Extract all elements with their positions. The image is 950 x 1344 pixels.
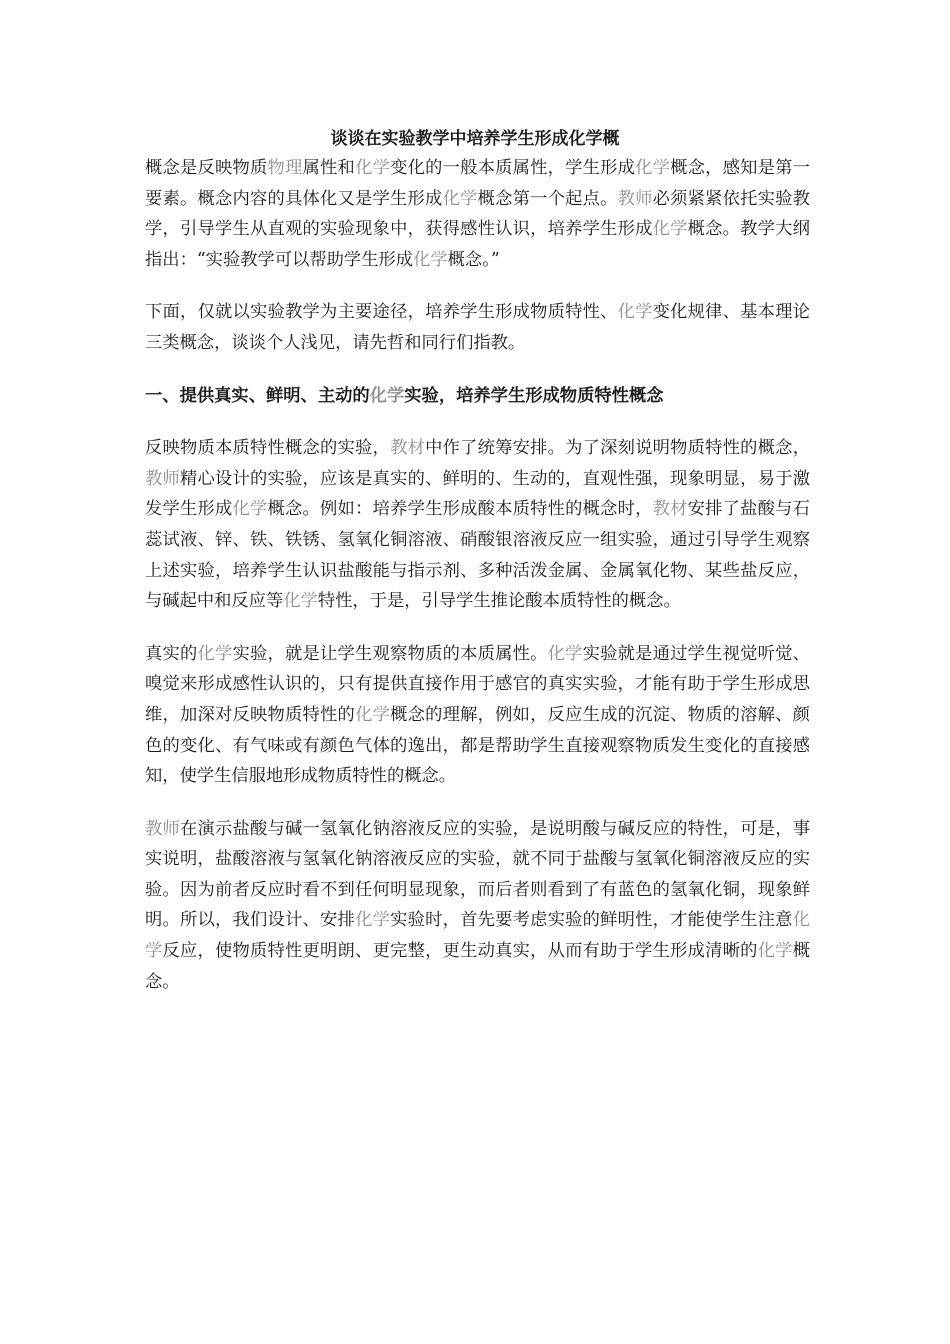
keyword-link[interactable]: 化学: [442, 188, 478, 209]
text-run: 实验，就是让学生观察物质的本质属性。: [232, 643, 548, 664]
keyword-link[interactable]: 化学: [197, 643, 233, 664]
text-run: 中作了统筹安排。为了深刻说明物质特性的概念，: [425, 438, 810, 459]
text-run: 概念。: [145, 941, 810, 992]
text-run: 反应，使物质特性更明朗、更完整，更生动真实，从而有助于学生形成清晰的: [162, 941, 758, 962]
document-title: 谈谈在实验教学中培养学生形成化学概: [330, 129, 620, 149]
keyword-link[interactable]: 化学: [283, 591, 318, 612]
text-run: 概念。”: [447, 249, 500, 270]
keyword-link[interactable]: 化学: [369, 385, 405, 406]
text-run: 一、提供真实、鲜明、主动的: [145, 385, 370, 406]
body-paragraph: [145, 297, 810, 358]
text-run: 概念，感知是第一要素。概念内容的具体化又是学生形成: [145, 158, 810, 209]
keyword-link[interactable]: 教师: [617, 188, 653, 209]
keyword-link[interactable]: 教材: [390, 438, 426, 459]
keyword-link[interactable]: 化学: [145, 910, 810, 962]
text-run: 必须紧紧依托实验教学，引导学生从直观的实验现象中，获得感性认识，培养学生形成: [145, 188, 810, 240]
text-run: 在演示盐酸与碱一氢氧化钠溶液反应的实验，是说明酸与碱反应的特性，可是，事实说明，盐酸溶液与氢氧化钠溶液反应的实验，就不同于盐酸与氢氧化铜溶液反应的实验。因为前者反应时看不到任何明显现象，而后者则看到了有蓝色的氢氧化铜，现象鲜明。所以，我们设计、安排: [145, 818, 810, 931]
keyword-link[interactable]: 化学: [355, 704, 391, 725]
text-run: 属性和: [302, 158, 356, 178]
text-run: 概念。例如：培养学生形成酸本质特性的概念时，: [267, 499, 653, 520]
text-run: 安排了盐酸与石蕊试液、锌、铁、铁锈、氢氧化铜溶液、硝酸银溶液反应一组实验，通过引导学生观察上述实验，培养学生认识盐酸能与指示剂、多种活泼金属、金属氧化物、某些盐反应，与碱起中和反应等: [145, 499, 810, 612]
text-run: 特性，于是，引导学生推论酸本质特性的概念。: [317, 591, 681, 612]
body-paragraph: [145, 639, 810, 792]
keyword-link[interactable]: 物理: [267, 158, 303, 178]
text-run: 概念是反映物质: [145, 158, 268, 178]
keyword-link[interactable]: 教材: [652, 499, 688, 520]
keyword-link[interactable]: 教师: [145, 468, 181, 489]
text-run: 变化的一般本质属性，学生形成: [390, 158, 636, 178]
keyword-link[interactable]: 教师: [145, 818, 181, 839]
keyword-link[interactable]: 化学: [757, 941, 793, 962]
keyword-link[interactable]: 化学: [413, 249, 448, 270]
keyword-link[interactable]: 化学: [635, 158, 671, 178]
text-run: 实验就是通过学生视觉听觉、嗅觉来形成感性认识的，只有提供直接作用于感官的真实实验，才能有助于学生形成思维，加深对反映物质特性的: [145, 643, 810, 725]
text-run: 反映物质本质特性概念的实验，: [145, 438, 391, 459]
text-run: 概念。教学大纲指出：“实验教学可以帮助学生形成: [145, 219, 810, 270]
keyword-link[interactable]: 化学: [652, 219, 688, 240]
text-run: 精心设计的实验，应该是真实的、鲜明的、生动的，直观性强，现象明显，易于激发学生形成: [145, 468, 810, 520]
keyword-link[interactable]: 化学: [355, 158, 391, 178]
section-heading: [145, 381, 810, 412]
text-run: 实验，培养学生形成物质特性概念: [404, 385, 664, 406]
text-run: 下面，仅就以实验教学为主要途径，培养学生形成物质特性、: [145, 302, 618, 323]
text-run: 变化规律、基本理论三类概念，谈谈个人浅见，请先哲和同行们指教。: [145, 302, 810, 353]
text-run: 实验时，首先要考虑实验的鲜明性，才能使学生注意: [390, 910, 793, 931]
text-run: 概念的理解，例如，反应生成的沉淀、物质的溶解、颜色的变化、有气味或有颜色气体的逸出，都是帮助学生直接观察物质发生变化的直接感知，使学生信服地形成物质特性的概念。: [145, 704, 810, 787]
text-run: 真实的: [145, 643, 198, 664]
keyword-link[interactable]: 化学: [617, 302, 653, 323]
keyword-link[interactable]: 化学: [355, 910, 391, 931]
keyword-link[interactable]: 化学: [547, 643, 583, 664]
body-paragraph: [145, 153, 810, 275]
document-body: [145, 153, 810, 1019]
body-paragraph: [145, 433, 810, 617]
body-paragraph: [145, 814, 810, 998]
keyword-link[interactable]: 化学: [232, 499, 268, 520]
text-run: 概念第一个起点。: [477, 188, 618, 209]
